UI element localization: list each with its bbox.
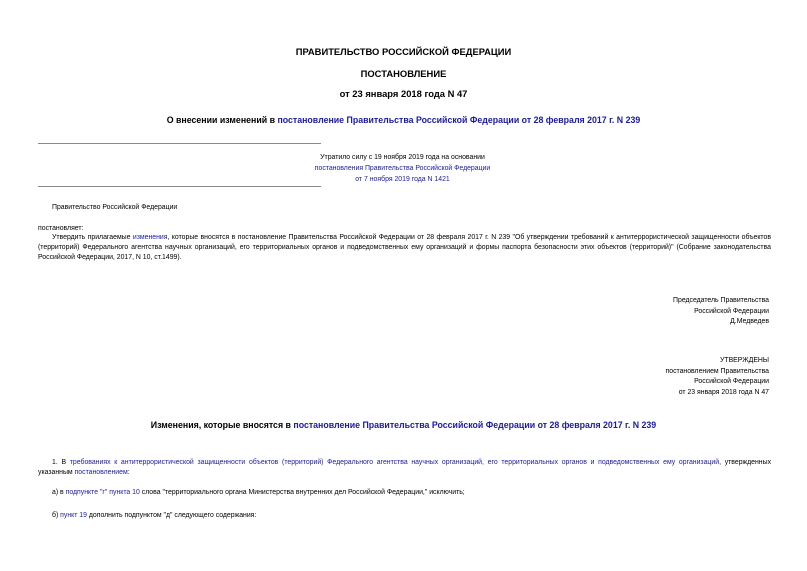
status-note xyxy=(300,152,505,185)
p1-end: (Собрание законодательства Российской Федерации, 2017, N 10, ст.1499). xyxy=(38,244,771,261)
document-type: ПОСТАНОВЛЕНИЕ xyxy=(360,68,447,79)
status-note-link-line3[interactable]: от 7 ноября 2019 года N 1421 xyxy=(355,176,450,183)
status-note-link-line2[interactable]: постановления Правительства Российской Федерации xyxy=(314,165,491,172)
changes-title-act-link[interactable]: постановление Правительства Российской Федерации от 28 февраля 2017 г. N 239 xyxy=(293,420,657,430)
item-b-clause-link[interactable]: пункт 19 xyxy=(60,512,87,519)
note-divider-bottom xyxy=(38,186,321,187)
p1-start: Утвердить прилагаемые xyxy=(52,234,133,241)
item-1 xyxy=(38,458,771,478)
item-b xyxy=(52,511,256,521)
item-b-prefix: б) xyxy=(52,512,61,519)
item-a-prefix: а) в xyxy=(52,489,66,496)
item1-requirements-link[interactable]: требованиях к антитеррористической защищенности объектов (территорий) Федерального агентства научных организаций, его территориальных органов и подведомственных ему организаций xyxy=(69,459,720,466)
item-a-subclause-link[interactable]: подпункте "г" пункта 10 xyxy=(65,489,140,496)
document-title xyxy=(0,115,807,125)
p1-changes-link[interactable]: изменения xyxy=(132,234,168,241)
issuer-text: Правительство Российской Федерации xyxy=(52,204,178,211)
p1-act-text: Правительства Российской Федерации от 28 февраля 2017 г. N 239 "Об утверждении требований к антитеррористической защищенности объектов (территорий) Федерального агентства научных организаций, его территориальных органов и подведомственных ему организаций и формы паспорта безопасности этих объектов (территорий)" xyxy=(38,234,771,251)
item-a-end: слова "территориального органа Министерства внутренних дел Российской Федерации," исключить; xyxy=(139,489,465,496)
document-date: от 23 января 2018 года N 47 xyxy=(339,88,468,99)
item1-end: : xyxy=(127,469,130,476)
approved-line3: Российской Федерации xyxy=(694,378,769,386)
government-heading: ПРАВИТЕЛЬСТВО РОССИЙСКОЙ ФЕДЕРАЦИИ xyxy=(295,46,512,57)
p1-mid: , которые вносятся в постановление xyxy=(167,234,289,241)
item-a xyxy=(52,488,465,498)
changes-title-prefix: Изменения, которые вносятся в xyxy=(150,420,294,430)
paragraph-1 xyxy=(38,233,771,263)
approved-block xyxy=(480,356,769,398)
signature-block xyxy=(480,296,769,328)
item1-decree-link[interactable]: постановлением xyxy=(74,469,128,476)
note-divider-top xyxy=(38,143,321,144)
status-note-line1: Утратило силу с 19 ноября 2019 года на основании xyxy=(320,154,485,161)
title-amended-act-link[interactable]: постановление Правительства Российской Федерации от 28 февраля 2017 г. N 239 xyxy=(277,115,641,125)
signature-line3: Д.Медведев xyxy=(730,318,769,326)
changes-title xyxy=(0,420,807,430)
item1-mid: , утвержденных указанным xyxy=(38,459,772,476)
decrees-text: постановляет: xyxy=(38,225,84,232)
item1-prefix: 1. В xyxy=(52,459,70,466)
signature-line1: Председатель Правительства xyxy=(673,297,769,304)
approved-line2: постановлением Правительства xyxy=(665,367,769,375)
signature-line2: Российской Федерации xyxy=(694,307,769,315)
approved-line1: УТВЕРЖДЕНЫ xyxy=(720,357,769,364)
approved-line4: от 23 января 2018 года N 47 xyxy=(678,388,769,396)
title-prefix: О внесении изменений в xyxy=(166,115,278,125)
item-b-end: дополнить подпунктом "д" следующего содержания: xyxy=(86,512,257,519)
